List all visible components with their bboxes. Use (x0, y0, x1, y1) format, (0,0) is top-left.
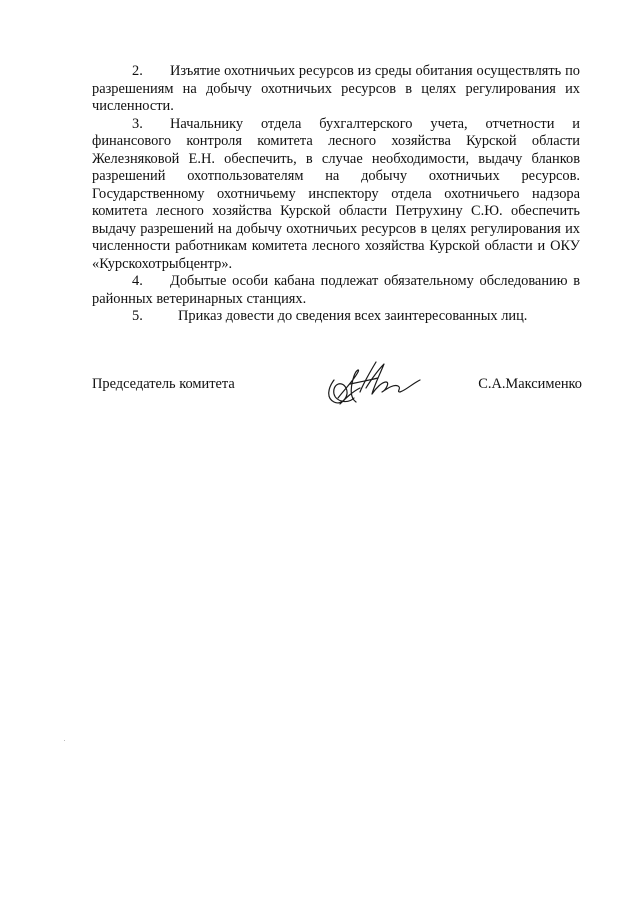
paragraph-4 (92, 273, 580, 308)
paragraph-text: Приказ довести до сведения всех заинтересованных лиц. (178, 308, 528, 324)
document-body (92, 63, 580, 326)
signature-block (92, 372, 582, 422)
signatory-position: Председатель комитета (92, 376, 235, 392)
paragraph-text: Изъятие охотничьих ресурсов из среды обитания осуществлять по разрешениям на добычу охотничьих ресурсов в целях регулирования их численности. (92, 63, 580, 114)
signatory-name: С.А.Максименко (478, 376, 582, 392)
handwritten-signature (320, 358, 430, 418)
paragraph-5 (92, 308, 580, 326)
scan-speck (64, 740, 65, 741)
paragraph-number: 5. (132, 308, 143, 324)
paragraph-3 (92, 116, 580, 274)
paragraph-2 (92, 63, 580, 116)
paragraph-number: 2. (132, 63, 143, 79)
paragraph-number: 3. (132, 115, 143, 132)
paragraph-number: 4. (132, 273, 143, 289)
paragraph-text: Начальнику отдела бухгалтерского учета, отчетности и финансового контроля комитета лесного хозяйства Курской области Железняковой Е.Н. обеспечить, в случае необходимости, выдачу бланков разрешений охотпользователям на добычу охотничьих ресурсов. Государственному охотничьему инспектору отдела охотничьего надзора комитета лесного хозяйства Курской области Петрухину С.Ю. обеспечить выдачу разрешений на добычу охотничьих ресурсов в целях регулирования их численности работникам комитета лесного хозяйства Курской области и ОКУ «Курскохотрыбцентр». (92, 115, 580, 272)
paragraph-text: Добытые особи кабана подлежат обязательному обследованию в районных ветеринарных станциях. (92, 273, 580, 307)
